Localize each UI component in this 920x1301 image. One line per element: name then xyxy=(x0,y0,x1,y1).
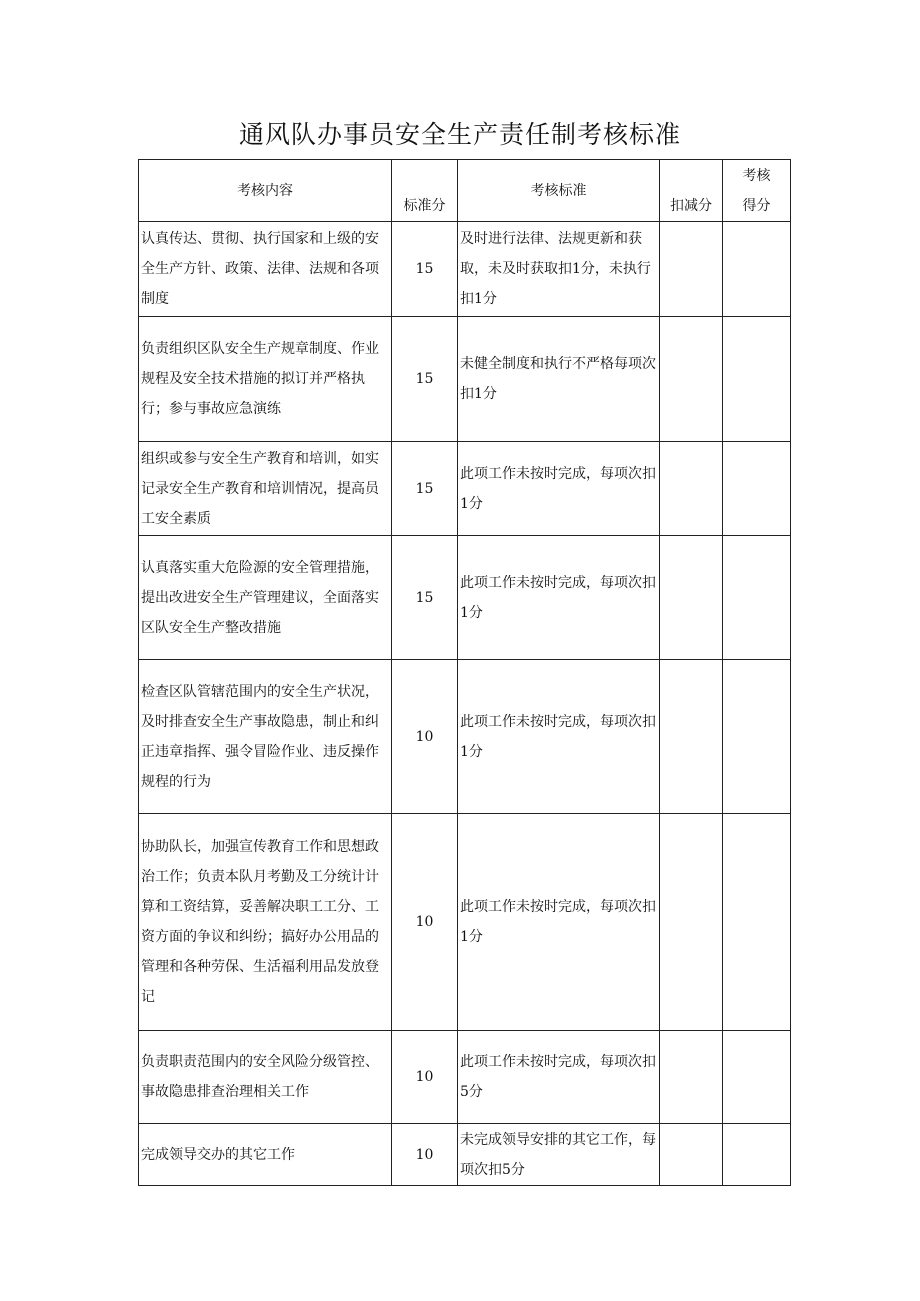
row-standard-score: 10 xyxy=(392,1124,458,1186)
table-row xyxy=(139,1124,791,1186)
table-header-row xyxy=(139,160,791,222)
header-score-line2: 得分 xyxy=(742,197,771,214)
row-score-cell[interactable] xyxy=(723,442,791,536)
row-criteria: 未健全制度和执行不严格每项次扣1分 xyxy=(458,317,660,442)
table-row xyxy=(139,536,791,660)
table-row xyxy=(139,442,791,536)
row-criteria: 及时进行法律、法规更新和获取，未及时获取扣1分，未执行扣1分 xyxy=(458,222,660,317)
row-standard-score: 15 xyxy=(392,442,458,536)
row-criteria: 此项工作未按时完成，每项次扣1分 xyxy=(458,660,660,814)
row-standard-score: 15 xyxy=(392,222,458,317)
row-criteria: 此项工作未按时完成，每项次扣1分 xyxy=(458,814,660,1031)
row-deduction-cell[interactable] xyxy=(660,442,723,536)
header-score xyxy=(723,160,791,222)
row-content: 负责职责范围内的安全风险分级管控、事故隐患排查治理相关工作 xyxy=(139,1031,392,1124)
row-criteria: 此项工作未按时完成，每项次扣5分 xyxy=(458,1031,660,1124)
row-deduction-cell[interactable] xyxy=(660,536,723,660)
row-deduction-cell[interactable] xyxy=(660,814,723,1031)
row-content: 负责组织区队安全生产规章制度、作业规程及安全技术措施的拟订并严格执行；参与事故应急演练 xyxy=(139,317,392,442)
row-standard-score: 10 xyxy=(392,1031,458,1124)
row-criteria: 未完成领导安排的其它工作，每项次扣5分 xyxy=(458,1124,660,1186)
table-row xyxy=(139,222,791,317)
row-content: 协助队长，加强宣传教育工作和思想政治工作；负责本队月考勤及工分统计计算和工资结算，妥善解决职工工分、工资方面的争议和纠纷；搞好办公用品的管理和各种劳保、生活福利用品发放登记 xyxy=(139,814,392,1031)
table-row xyxy=(139,1031,791,1124)
row-criteria: 此项工作未按时完成，每项次扣1分 xyxy=(458,536,660,660)
row-score-cell[interactable] xyxy=(723,1124,791,1186)
row-deduction-cell[interactable] xyxy=(660,660,723,814)
row-content: 检查区队管辖范围内的安全生产状况，及时排查安全生产事故隐患，制止和纠正违章指挥、强令冒险作业、违反操作规程的行为 xyxy=(139,660,392,814)
header-content: 考核内容 xyxy=(139,160,392,222)
header-deduction: 扣减分 xyxy=(660,160,723,222)
assessment-table xyxy=(138,159,791,1186)
row-content: 认真传达、贯彻、执行国家和上级的安全生产方针、政策、法律、法规和各项制度 xyxy=(139,222,392,317)
row-standard-score: 10 xyxy=(392,814,458,1031)
row-content: 组织或参与安全生产教育和培训，如实记录安全生产教育和培训情况，提高员工安全素质 xyxy=(139,442,392,536)
table-row xyxy=(139,660,791,814)
row-standard-score: 10 xyxy=(392,660,458,814)
row-score-cell[interactable] xyxy=(723,536,791,660)
row-score-cell[interactable] xyxy=(723,660,791,814)
row-score-cell[interactable] xyxy=(723,1031,791,1124)
row-deduction-cell[interactable] xyxy=(660,1124,723,1186)
row-standard-score: 15 xyxy=(392,536,458,660)
row-deduction-cell[interactable] xyxy=(660,317,723,442)
row-deduction-cell[interactable] xyxy=(660,222,723,317)
header-standard-score: 标准分 xyxy=(392,160,458,222)
table-row xyxy=(139,814,791,1031)
page-title: 通风队办事员安全生产责任制考核标准 xyxy=(238,120,681,149)
row-deduction-cell[interactable] xyxy=(660,1031,723,1124)
row-score-cell[interactable] xyxy=(723,222,791,317)
row-criteria: 此项工作未按时完成，每项次扣1分 xyxy=(458,442,660,536)
row-content: 认真落实重大危险源的安全管理措施，提出改进安全生产管理建议，全面落实区队安全生产整改措施 xyxy=(139,536,392,660)
row-content: 完成领导交办的其它工作 xyxy=(139,1124,392,1186)
header-score-line1: 考核 xyxy=(742,167,771,184)
table-row xyxy=(139,317,791,442)
row-standard-score: 15 xyxy=(392,317,458,442)
row-score-cell[interactable] xyxy=(723,814,791,1031)
row-score-cell[interactable] xyxy=(723,317,791,442)
header-criteria: 考核标准 xyxy=(458,160,660,222)
